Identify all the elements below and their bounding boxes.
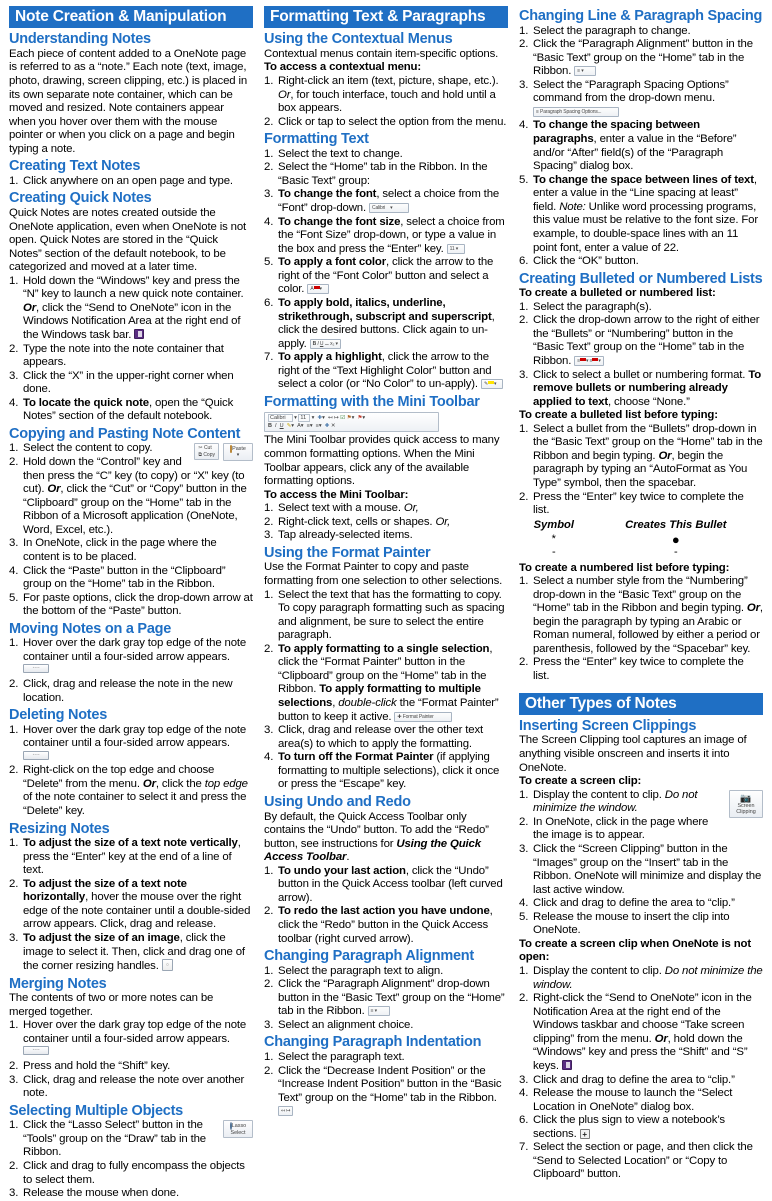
heading-inserting-screen-clippings: Inserting Screen Clippings <box>519 717 697 734</box>
mini-toolbar-size-value: 11 <box>300 415 307 422</box>
steps-create-screen-clip <box>519 789 763 938</box>
steps-bulleted-list-before-typing <box>519 423 763 518</box>
list-item: Click the “X” in the upper-right corner when done. <box>23 369 234 396</box>
steps-create-bulleted-or-numbered-list <box>519 301 763 410</box>
list-item: Click the “OK” button. <box>533 255 639 268</box>
cell-symbol: - <box>551 546 556 559</box>
table-row <box>519 533 763 546</box>
lasso-label-line1: Lasso <box>231 1123 247 1130</box>
list-item: To adjust the size of a text note vertically, press the “Enter” key at the end of a line of text. <box>23 837 241 877</box>
bold-italic-underline-buttons-icon[interactable]: B I U ⚊ x₂ ▾ <box>310 339 341 349</box>
column-header-creates-this-bullet: Creates This Bullet <box>625 518 727 531</box>
list-item: Click and drag to define the area to “clip.” <box>533 897 735 910</box>
steps-screen-clip-select-location <box>519 1114 763 1182</box>
paste-button-label: Paste <box>232 446 246 453</box>
heading-copying-pasting: Copying and Pasting Note Content <box>9 425 241 442</box>
steps-moving-notes <box>9 637 253 705</box>
flag-icon[interactable]: ⚑ <box>357 415 363 422</box>
list-item: To change the font size, select a choice from the “Font Size” drop-down, or type a value in the box and press the “Enter” key. 11 ▾ <box>278 215 505 255</box>
paragraph-alignment-button-icon[interactable]: ≡ ▾ <box>368 1006 390 1016</box>
list-item: Click and drag to define the area to “clip.” <box>533 1073 735 1086</box>
steps-paragraph-indentation <box>264 1051 508 1119</box>
list-item: Click the drop-down arrow to the right of either the “Bullets” or “Numbering” button in the “Basic Text” group on the “Home” tab in the Ribbon. ≡ ▾ ≡ ▾ <box>533 314 760 367</box>
mini-toolbar-row-2: B I U ✎▾ A▾ ≡▾ ≡▾ ✚ ✕ <box>268 423 336 430</box>
steps-contextual-menus <box>264 75 508 129</box>
section-banner-note-creation: Note Creation & Manipulation <box>9 6 253 28</box>
list-item: To apply formatting to a single selection, click the “Format Painter” button in the “Clipboard” group on the “Home” tab in the Ribbon. To apply formatting to multiple selections, double-click the “Format Painter” button to keep it active. ✚ Format Painter <box>278 642 499 723</box>
paragraph-creating-quick-notes: Quick Notes are notes created outside the OneNote application, even when OneNote is not open. Quick Notes are stored in the “Quick Notes” section of the default notebook, to be categorized and moved at a later time. <box>9 206 247 274</box>
mini-toolbar-row-1: Calibri ▾ 11 ▾ ✚▾ ↤ ↦ ☑ ⚑▾ ⚑▾ <box>270 415 366 422</box>
column-1 <box>4 6 258 1200</box>
column-header-symbol: Symbol <box>533 518 574 531</box>
cell-bullet: - <box>673 546 678 559</box>
list-item: Select a bullet from the “Bullets” drop-down in the “Basic Text” group on the “Home” tab in the Ribbon and begin typing. Or, begin the paragraph by typing an “AutoFormat as You Type” symbol, then the spacebar. <box>533 422 763 490</box>
list-item: Tap already-selected items. <box>278 529 413 542</box>
list-item: Press the “Enter” key twice to complete the list. <box>533 656 744 683</box>
list-item: Release the mouse to launch the “Select Location in OneNote” dialog box. <box>533 1087 733 1113</box>
heading-understanding-notes: Understanding Notes <box>9 31 151 48</box>
list-item: Select the paragraph text to align. <box>278 964 444 977</box>
copy-button-label: Copy <box>203 451 215 458</box>
steps-mini-toolbar <box>264 502 508 543</box>
font-size-dropdown-icon[interactable]: 11 ▾ <box>447 244 465 254</box>
table-header-row <box>519 519 763 533</box>
bullets-icon[interactable]: ≡ <box>306 423 310 430</box>
steps-copying-pasting <box>9 442 253 618</box>
list-item: Select the “Paragraph Spacing Options” command from the drop-down menu. ≡ Paragraph Spacing Options... <box>533 78 729 115</box>
list-item: Select the “Home” tab in the Ribbon. In the “Basic Text” group: <box>278 161 488 187</box>
yellow-swatch-icon <box>488 381 494 384</box>
list-item: Right-click an item (text, picture, shape, etc.). Or, for touch interface, touch and hold until a box appears. <box>278 75 499 115</box>
list-item: Click the “Lasso Select” button in the “Tools” group on the “Draw” tab in the Ribbon. <box>23 1119 206 1159</box>
list-item: Hover over the dark gray top edge of the note container until a four-sided arrow appears. ···· <box>9 637 253 678</box>
heading-paragraph-alignment: Changing Paragraph Alignment <box>264 948 474 965</box>
text-highlight-color-button-icon[interactable]: ✎ ▾ <box>481 379 503 389</box>
list-item: Display the content to clip. Do not minimize the window. <box>533 965 763 991</box>
table-row <box>519 546 763 559</box>
steps-creating-text-notes <box>9 175 253 189</box>
list-item: Press and hold the “Shift” key. <box>23 1060 171 1073</box>
decrease-indent-icon[interactable]: ↤ <box>327 415 333 422</box>
heading-moving-notes: Moving Notes on a Page <box>9 620 172 637</box>
list-item: To locate the quick note, open the “Quick Notes” section of the default notebook. <box>23 396 234 423</box>
steps-resizing-notes <box>9 837 253 974</box>
subhead-numbered-list-before-typing: To create a numbered list before typing: <box>519 561 730 574</box>
list-item: To undo your last action, click the “Undo” button in the Quick Access toolbar (left curved arrow). <box>278 864 503 904</box>
note-container-handle-icon <box>23 1046 49 1055</box>
increase-indent-icon[interactable]: ↦ <box>334 415 339 422</box>
list-item: Hover over the dark gray top edge of the note container until a four-sided arrow appears. ···· <box>9 1019 253 1060</box>
red-swatch-icon <box>580 358 586 361</box>
list-item: Select the paragraph text. <box>278 1050 405 1063</box>
heading-contextual-menus: Using the Contextual Menus <box>264 31 453 48</box>
steps-selecting-multiple-objects <box>9 1119 253 1200</box>
heading-bulleted-numbered-lists: Creating Bulleted or Numbered Lists <box>519 270 763 287</box>
heading-merging-notes: Merging Notes <box>9 975 107 992</box>
paragraph-bold: To access a contextual menu: <box>264 61 422 74</box>
list-item: Click to select a bullet or numbering format. To remove bullets or numbering already applied to text, choose “None.” <box>533 368 762 408</box>
section-banner-formatting: Formatting Text & Paragraphs <box>264 6 508 28</box>
list-item: Release the mouse when done. <box>23 1187 180 1200</box>
send-to-onenote-icon <box>562 1060 572 1070</box>
bullets-numbering-buttons-icon[interactable]: ≡ ▾ ≡ ▾ <box>574 356 604 366</box>
list-item: For paste options, click the drop-down arrow at the bottom of the “Paste” button. <box>23 591 253 618</box>
font-color-button-icon[interactable]: A ▾ <box>307 284 329 294</box>
note-container-handle-icon <box>23 751 49 760</box>
heading-selecting-multiple-objects: Selecting Multiple Objects <box>9 1102 183 1119</box>
resize-handle-icon <box>162 959 173 971</box>
subhead-create-screen-clip: To create a screen clip: <box>519 775 642 788</box>
list-item: In OneNote, click in the page where the image is to appear. <box>533 815 709 842</box>
mini-toolbar-font-dropdown[interactable] <box>268 414 293 422</box>
steps-merging-notes <box>9 1019 253 1100</box>
list-item: Click the “Screen Clipping” button in the “Images” group on the “Insert” tab in the Ribbon. OneNote will minimize and display the last active window. <box>533 842 762 896</box>
list-item: To turn off the Format Painter (if applying formatting to multiple selections), click it once or press the “Escape” key. <box>278 751 500 791</box>
paragraph-mini-toolbar: The Mini Toolbar provides quick access to many common formatting options. When the Mini Toolbar appears, click any of the available formatting options. <box>264 434 500 488</box>
bold-icon[interactable]: B <box>268 423 272 430</box>
steps-undo-redo <box>264 865 508 946</box>
subhead-create-bulleted-or-numbered-list: To create a bulleted or numbered list: <box>519 287 716 300</box>
list-item: To change the spacing between paragraphs, enter a value in the “Before” and/or “After” field(s) of the “Paragraph Spacing” dialog box. <box>533 119 737 173</box>
list-item: Click, drag and release over the other text area(s) to which to apply the formatting. <box>278 724 484 750</box>
section-banner-other-types-of-notes: Other Types of Notes <box>519 693 763 715</box>
list-item: To change the space between lines of text, enter a value in the “Line spacing at least” field. Note: Unlike word processing programs, this value must be relative to the font size. For example, to double-space lines with an 11 point font, enter a value of 22. <box>533 173 759 254</box>
plus-sign-icon[interactable] <box>580 1129 590 1139</box>
column-2 <box>259 6 513 1115</box>
heading-creating-text-notes: Creating Text Notes <box>9 158 141 175</box>
font-color-icon[interactable]: A <box>297 423 301 430</box>
screen-clipping-label-line1: Screen <box>737 802 755 809</box>
heading-line-paragraph-spacing: Changing Line & Paragraph Spacing <box>519 8 763 24</box>
list-item: Click, drag and release the note over another note. <box>23 1073 245 1100</box>
steps-numbered-list-before-typing <box>519 575 763 684</box>
list-item: Hold down the “Windows” key and press the “N” key to launch a new quick note container. Or, click the “Send to OneNote” icon in the Windows Notification Area at the right end of the Windows task bar. <box>23 274 244 342</box>
list-item: Click and drag to fully encompass the objects to select them. <box>23 1159 245 1186</box>
paragraph-spacing-options-menu-icon[interactable]: ≡ Paragraph Spacing Options... <box>533 107 619 117</box>
red-swatch-icon <box>314 286 320 289</box>
list-item: Select the paragraph(s). <box>533 300 652 313</box>
heading-undo-redo: Using Undo and Redo <box>264 793 411 810</box>
heading-mini-toolbar: Formatting with the Mini Toolbar <box>264 393 480 410</box>
paragraph-alignment-button-icon[interactable]: ≡ ▾ <box>574 66 596 76</box>
numbering-icon[interactable]: ≡ <box>315 423 319 430</box>
cut-button-graphic[interactable]: ✂ Cut <box>198 445 212 452</box>
paragraph-undo-redo: By default, the Quick Access Toolbar only contains the “Undo” button. To add the “Redo” button, see instructions for Using the Quick Access Toolbar. <box>264 810 489 864</box>
steps-format-painter <box>264 589 508 792</box>
format-painter-brush-icon[interactable]: ✚ <box>324 423 330 430</box>
list-item: Select the text that has the formatting to copy. To copy paragraph formatting such as spacing and alignment, be sure to select the entire paragraph. <box>278 588 505 642</box>
highlight-icon[interactable]: ✎ <box>286 423 292 430</box>
font-dropdown-value: Calibri <box>372 205 386 212</box>
font-size-value: 11 <box>449 245 455 252</box>
list-item: Display the content to clip. Do not minimize the window. <box>533 788 698 815</box>
paragraph-merging-notes: The contents of two or more notes can be merged together. <box>9 992 214 1018</box>
list-item: Select the section or page, and then click the “Send to Selected Location” or “Copy to Clipboard” button. <box>533 1141 753 1181</box>
heading-paragraph-indentation: Changing Paragraph Indentation <box>264 1034 482 1051</box>
list-item: Right-click on the top edge and choose “Delete” from the menu. Or, click the top edge of the note container to select it and press the “Delete” key. <box>23 764 248 818</box>
list-item: Select text with a mouse. Or, <box>278 502 419 515</box>
tag-checkbox-icon[interactable]: ☑ <box>340 415 346 422</box>
list-item: Select the paragraph to change. <box>533 24 691 37</box>
format-painter-button-icon[interactable]: ✚ Format Painter <box>394 712 452 722</box>
mini-toolbar-size-dropdown[interactable] <box>298 414 310 422</box>
screen-clipping-label-line2: Clipping <box>736 809 756 816</box>
plus-sign-label: + <box>582 1129 587 1139</box>
italic-icon[interactable]: I <box>275 423 277 430</box>
list-item: Select an alignment choice. <box>278 1018 414 1031</box>
mini-toolbar-font-value: Calibri <box>270 415 286 422</box>
note-container-handle-icon <box>23 664 49 673</box>
steps-formatting-text <box>264 148 508 392</box>
underline-icon[interactable]: U <box>279 423 284 430</box>
list-item: To apply a highlight, click the arrow to the right of the “Text Highlight Color” button and select a color (or “No Color” to un-apply). ✎ ▾ <box>264 351 508 392</box>
list-item: Release the mouse to insert the clip into OneNote. <box>533 910 730 937</box>
heading-deleting-notes: Deleting Notes <box>9 707 108 724</box>
list-item: To apply a font color, click the arrow to the right of the “Font Color” button and select a color. A ▾ <box>278 256 494 296</box>
heading-creating-quick-notes: Creating Quick Notes <box>9 190 152 207</box>
paragraph-screen-clippings: The Screen Clipping tool captures an image of anything visible onscreen and inserts it into OneNote. <box>519 734 747 774</box>
list-item: To apply bold, italics, underline, strikethrough, subscript and superscript, click the desired buttons. Click again to un-apply. B I U ⚊ x₂ ▾ <box>278 296 495 350</box>
paragraph-understanding-notes: Each piece of content added to a OneNote page is referred to as a “note.” Each note (text, image, photo, drawing, screen clipping, etc.) is placed in its own separate note container, which can be moved and resized. Note containers appear when you hover over them with the mouse pointer or when you click on a page and begin typing a note. <box>9 47 248 155</box>
list-item: Click the “Paragraph Alignment” button in the “Basic Text” group on the “Home” tab in the Ribbon. ≡ ▾ <box>533 38 753 78</box>
list-item: Right-click text, cells or shapes. Or, <box>278 515 451 528</box>
steps-deleting-notes <box>9 724 253 819</box>
chevron-down-icon: ▾ <box>236 451 240 458</box>
steps-screen-clip-onenote-not-open <box>519 965 763 1114</box>
red-swatch-icon <box>592 358 598 361</box>
paragraph-format-painter: Use the Format Painter to copy and paste formatting from one selection to other selections. <box>264 561 503 587</box>
tag-icon[interactable]: ⚑ <box>346 415 352 422</box>
lasso-label-line2: Select <box>230 1129 246 1136</box>
send-to-onenote-icon <box>134 329 144 339</box>
clear-formatting-icon[interactable]: ✕ <box>330 423 336 430</box>
column-3 <box>514 6 768 1181</box>
heading-formatting-text: Formatting Text <box>264 131 369 148</box>
list-item: Select a number style from the “Numbering” drop-down in the “Basic Text” group on the “Home” tab in the Ribbon and begin typing. Or, begin the paragraph by typing an Arabic or Roman numeral, followed by either a period or parenthesis, followed by the “Spacebar” key. <box>533 575 763 655</box>
bullet-symbol-table <box>519 519 763 560</box>
list-item: Click anywhere on an open page and type. <box>23 174 233 187</box>
list-item: Click the “Paragraph Alignment” drop-down button in the “Basic Text” group on the “Home” tab in the Ribbon. ≡ ▾ <box>278 978 505 1018</box>
list-item: Select the text to change. <box>278 147 403 160</box>
indent-buttons-icon[interactable]: ↤ ↦ <box>278 1106 293 1116</box>
steps-line-paragraph-spacing <box>519 25 763 269</box>
subhead-access-mini-toolbar: To access the Mini Toolbar: <box>264 488 409 501</box>
list-item: Click the plus sign to view a notebook’s sections. + <box>533 1114 725 1140</box>
camera-icon: 📷 <box>740 792 752 803</box>
font-dropdown-icon[interactable]: Calibri ▾ <box>369 203 409 213</box>
format-painter-label: Format Painter <box>402 713 434 720</box>
copy-button-graphic[interactable]: ⧉ Copy <box>198 451 215 458</box>
paragraph-spacing-options-label: Paragraph Spacing Options... <box>540 108 602 115</box>
list-item: Click the “Paste” button in the “Clipboard” group on the “Home” tab in the Ribbon. <box>23 564 226 591</box>
paragraph-lead: Contextual menus contain item-specific options. <box>264 47 499 60</box>
subhead-bulleted-list-before-typing: To create a bulleted list before typing: <box>519 409 718 422</box>
list-item: Click, drag and release the note in the new location. <box>23 678 233 704</box>
list-item: To adjust the size of a text note horizontally, hover the mouse over the right edge of the note container until a double-sided arrow appears. Click, drag and release. <box>23 877 251 931</box>
list-item: Type the note into the note container that appears. <box>23 342 224 369</box>
list-item: In OneNote, click in the page where the content is to be placed. <box>23 537 217 563</box>
heading-format-painter: Using the Format Painter <box>264 544 431 561</box>
list-item: To adjust the size of an image, click the image to select it. Then, click and drag one of the corner resizing handles. ○ <box>9 932 253 974</box>
list-item: Hold down the “Control” key and then press the “C” key (to copy) or “X” key (to cut). Or, click the “Cut” or “Copy” button in the “Clipboard” group on the “Home” tab in the Ribbon of a Microsoft application (OneNote, Word, Excel, etc.). <box>23 456 247 536</box>
cell-bullet: ● <box>671 532 680 548</box>
list-item: Select the content to copy. <box>23 442 153 455</box>
cut-button-label: Cut <box>203 445 212 452</box>
list-item: Right-click the “Send to OneNote” icon in the Notification Area at the right end of the Windows taskbar and choose “Take screen clipping” from the menu. Or, hold down the “Windows” key and press the “Shift” and “S” keys. <box>533 992 752 1072</box>
list-item: Click the “Decrease Indent Position” or the “Increase Indent Position” button in the “Basic Text” group on the “Home” tab in the Ribbon. ↤ ↦ <box>278 1064 502 1115</box>
list-item: To redo the last action you have undone, click the “Redo” button in the Quick Access toolbar (right curved arrow). <box>278 905 493 945</box>
cell-symbol: * <box>551 533 556 546</box>
mini-toolbar-graphic[interactable] <box>264 412 439 432</box>
list-item: To change the font, select a choice from the “Font” drop-down. Calibri ▾ <box>278 188 500 215</box>
steps-creating-quick-notes <box>9 275 253 424</box>
list-item: Click or tap to select the option from the menu. <box>278 115 507 128</box>
paragraph-contextual-menus <box>264 48 508 75</box>
list-item: Hover over the dark gray top edge of the note container until a four-sided arrow appears. ···· <box>9 724 253 765</box>
subhead-screen-clip-onenote-not-open: To create a screen clip when OneNote is not open: <box>519 937 751 964</box>
steps-paragraph-alignment <box>264 965 508 1033</box>
heading-resizing-notes: Resizing Notes <box>9 820 110 837</box>
format-painter-icon[interactable]: ✚ <box>317 415 323 422</box>
list-item: Press the “Enter” key twice to complete the list. <box>533 490 744 517</box>
